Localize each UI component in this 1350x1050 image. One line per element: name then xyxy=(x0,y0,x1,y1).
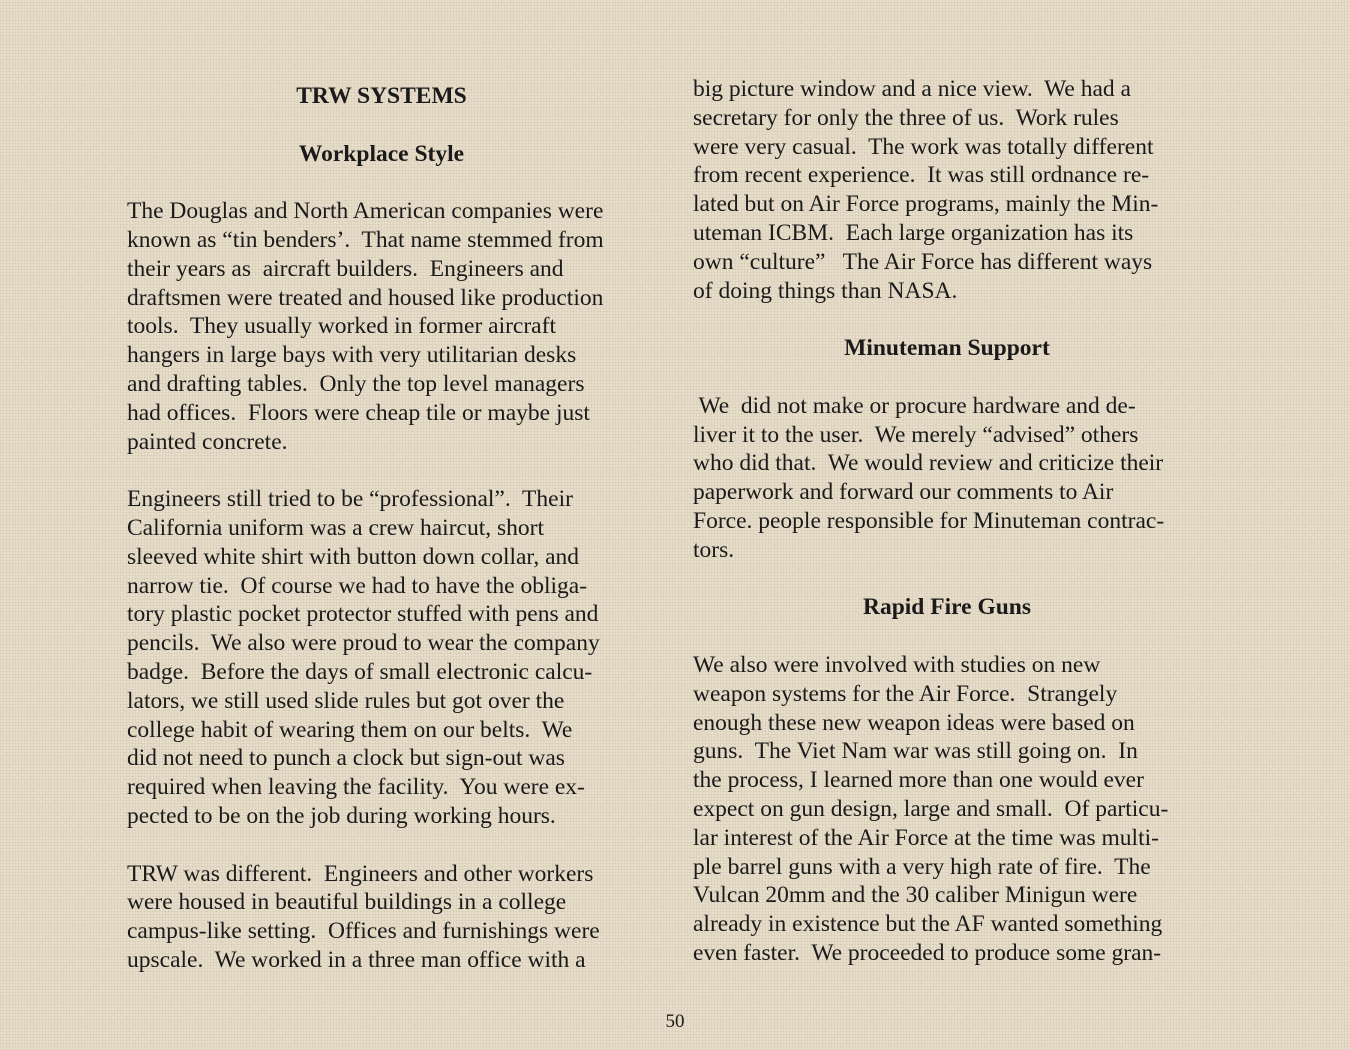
text-line: narrow tie. Of course we had to have the obliga- xyxy=(127,572,588,599)
text-line: paperwork and forward our comments to Air xyxy=(693,479,1114,506)
text-line: weapon systems for the Air Force. Strangely xyxy=(693,680,1118,707)
text-line: uteman ICBM. Each large organization has its xyxy=(693,219,1134,246)
text-line: known as “tin benders’. That name stemmed from xyxy=(127,226,604,253)
text-line: lators, we still used slide rules but got over the xyxy=(127,687,565,714)
text-line: pected to be on the job during working hours. xyxy=(127,802,556,829)
text-line: college habit of wearing them on our belts. We xyxy=(127,716,573,743)
text-line: draftsmen were treated and housed like production xyxy=(127,284,604,311)
section-heading-minuteman-support: Minuteman Support xyxy=(844,335,1050,362)
text-line: liver it to the user. We merely “advised” others xyxy=(693,421,1139,448)
section-heading-rapid-fire-guns: Rapid Fire Guns xyxy=(862,594,1032,621)
text-line: We also were involved with studies on new xyxy=(693,651,1101,678)
text-line: pencils. We also were proud to wear the company xyxy=(127,630,600,657)
paragraph-tin-benders xyxy=(127,197,647,456)
text-line: guns. The Viet Nam war was still going on. In xyxy=(693,738,1138,765)
text-line: painted concrete. xyxy=(127,428,288,455)
paragraph-picture-window xyxy=(693,75,1213,305)
paragraph-minuteman-support xyxy=(693,392,1213,565)
text-line: were housed in beautiful buildings in a college xyxy=(127,889,567,916)
text-line: upscale. We worked in a three man office with a xyxy=(127,946,586,973)
text-line: even faster. We proceeded to produce some gran- xyxy=(693,939,1162,966)
text-line: did not need to punch a clock but sign-out was xyxy=(127,745,565,772)
text-line: The Douglas and North American companies were xyxy=(127,198,604,225)
text-line: TRW was different. Engineers and other workers xyxy=(127,860,594,887)
text-line: and drafting tables. Only the top level managers xyxy=(127,370,585,397)
left-column xyxy=(127,82,647,975)
text-line: required when leaving the facility. You were ex- xyxy=(127,774,585,801)
section-heading-workplace-style: Workplace Style xyxy=(298,140,465,167)
text-line: lar interest of the Air Force at the time was multi- xyxy=(693,824,1159,851)
text-line: tools. They usually worked in former aircraft xyxy=(127,313,556,340)
text-line: hangers in large bays with very utilitarian desks xyxy=(127,342,577,369)
text-line: of doing things than NASA. xyxy=(693,277,958,304)
text-line: secretary for only the three of us. Work rules xyxy=(693,104,1119,131)
page-number: 50 xyxy=(665,1011,685,1032)
text-line: the process, I learned more than one would ever xyxy=(693,767,1144,794)
text-line: Force. people responsible for Minuteman contrac- xyxy=(693,507,1165,534)
text-line: from recent experience. It was still ordnance re- xyxy=(693,162,1150,189)
text-line: Engineers still tried to be “professional”. Their xyxy=(127,486,573,513)
text-line: big picture window and a nice view. We had a xyxy=(693,76,1131,102)
text-line: We did not make or procure hardware and de- xyxy=(693,392,1136,419)
text-line: who did that. We would review and criticize their xyxy=(693,450,1164,477)
text-line: expect on gun design, large and small. Of particu- xyxy=(693,795,1169,822)
text-line: already in existence but the AF wanted something xyxy=(693,911,1163,938)
text-line: campus-like setting. Offices and furnishings were xyxy=(127,918,600,945)
text-line: Vulcan 20mm and the 30 caliber Minigun were xyxy=(693,882,1138,909)
right-column xyxy=(693,75,1213,968)
text-line: lated but on Air Force programs, mainly the Min- xyxy=(693,191,1159,218)
paragraph-rapid-fire-guns xyxy=(693,651,1213,968)
text-line: ple barrel guns with a very high rate of fire. The xyxy=(693,853,1151,880)
text-line: their years as aircraft builders. Engineers and xyxy=(127,255,564,282)
text-line: sleeved white shirt with button down collar, and xyxy=(127,543,579,570)
paragraph-professional-uniform xyxy=(127,485,647,831)
text-line: enough these new weapon ideas were based on xyxy=(693,709,1135,736)
text-line: badge. Before the days of small electronic calcu- xyxy=(127,658,593,685)
text-line: had offices. Floors were cheap tile or maybe just xyxy=(127,399,590,426)
text-line: California uniform was a crew haircut, short xyxy=(127,514,544,541)
text-line: own “culture” The Air Force has different ways xyxy=(693,248,1153,275)
paragraph-trw-different xyxy=(127,860,647,975)
text-line: tory plastic pocket protector stuffed with pens and xyxy=(127,601,599,628)
text-line: tors. xyxy=(693,536,735,563)
chapter-title: TRW SYSTEMS xyxy=(296,83,467,109)
text-line: were very casual. The work was totally different xyxy=(693,133,1154,160)
